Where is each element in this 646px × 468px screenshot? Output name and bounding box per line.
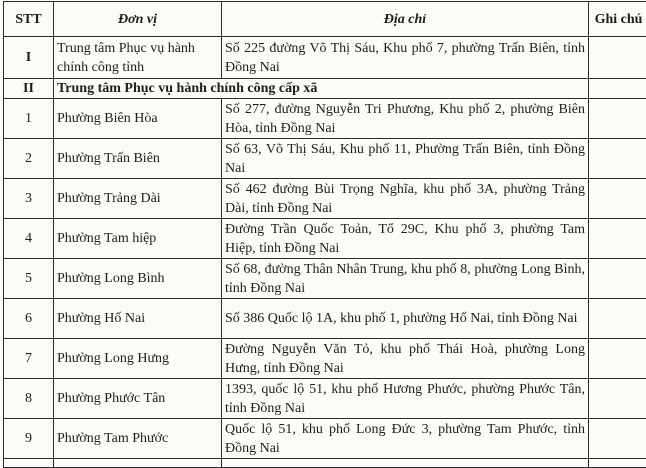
row-stt: 2 bbox=[4, 139, 54, 179]
partial-cell bbox=[222, 459, 589, 468]
table-row bbox=[4, 339, 646, 379]
table-row bbox=[4, 219, 646, 259]
row-note bbox=[589, 99, 646, 139]
row-stt: 7 bbox=[4, 339, 54, 379]
row-unit: Phường Biên Hòa bbox=[54, 99, 222, 139]
row-stt: 4 bbox=[4, 219, 54, 259]
partial-cell bbox=[589, 459, 646, 468]
header-row bbox=[4, 2, 646, 37]
table-row bbox=[4, 299, 646, 339]
header-note: Ghi chú bbox=[589, 2, 646, 37]
table-row bbox=[4, 419, 646, 459]
table-row bbox=[4, 37, 646, 79]
row-address: Số 225 đường Võ Thị Sáu, Khu phố 7, phường Trấn Biên, tỉnh Đồng Nai bbox=[222, 37, 589, 79]
row-note bbox=[589, 139, 646, 179]
row-address: Số 63, Võ Thị Sáu, Khu phố 11, Phường Trấn Biên, tỉnh Đồng Nai bbox=[222, 139, 589, 179]
row-unit: Phường Trảng Dài bbox=[54, 179, 222, 219]
row-note bbox=[589, 259, 646, 299]
section-note bbox=[589, 79, 646, 99]
row-note bbox=[589, 179, 646, 219]
row-stt: 6 bbox=[4, 299, 54, 339]
row-unit: Phường Long Hưng bbox=[54, 339, 222, 379]
row-stt: 3 bbox=[4, 179, 54, 219]
partial-cell bbox=[54, 459, 222, 468]
partial-cell bbox=[4, 459, 54, 468]
row-note bbox=[589, 299, 646, 339]
row-address: Đường Nguyễn Văn Tỏ, khu phố Thái Hoà, phường Long Hưng, tỉnh Đồng Nai bbox=[222, 339, 589, 379]
row-address: Quốc lộ 51, khu phố Long Đức 3, phường Tam Phước, tỉnh Đồng Nai bbox=[222, 419, 589, 459]
table-row bbox=[4, 99, 646, 139]
section-stt: II bbox=[4, 79, 54, 99]
row-stt: 9 bbox=[4, 419, 54, 459]
header-address: Địa chỉ bbox=[222, 2, 589, 37]
row-note bbox=[589, 37, 646, 79]
row-note bbox=[589, 219, 646, 259]
row-unit: Phường Long Bình bbox=[54, 259, 222, 299]
row-unit: Phường Trấn Biên bbox=[54, 139, 222, 179]
header-unit: Đơn vị bbox=[54, 2, 222, 37]
row-address: Số 68, đường Thân Nhân Trung, khu phố 8, phường Long Bình, tỉnh Đồng Nai bbox=[222, 259, 589, 299]
row-stt: I bbox=[4, 37, 54, 79]
row-address: Đường Trần Quốc Toản, Tổ 29C, Khu phố 3, phường Tam Hiệp, tỉnh Đồng Nai bbox=[222, 219, 589, 259]
row-stt: 1 bbox=[4, 99, 54, 139]
row-unit: Trung tâm Phục vụ hành chính công tỉnh bbox=[54, 37, 222, 79]
table-body bbox=[4, 37, 646, 468]
row-address: 1393, quốc lộ 51, khu phố Hương Phước, phường Phước Tân, tỉnh Đồng Nai bbox=[222, 379, 589, 419]
row-stt: 8 bbox=[4, 379, 54, 419]
table-row-partial bbox=[4, 459, 646, 468]
row-address: Số 277, đường Nguyễn Tri Phương, Khu phố 2, phường Biên Hòa, tỉnh Đồng Nai bbox=[222, 99, 589, 139]
section-title: Trung tâm Phục vụ hành chính công cấp xã bbox=[54, 79, 589, 99]
office-address-table bbox=[3, 1, 646, 468]
row-address: Số 462 đường Bùi Trọng Nghĩa, khu phố 3A, phường Trảng Dài, tỉnh Đồng Nai bbox=[222, 179, 589, 219]
row-unit: Phường Tam hiệp bbox=[54, 219, 222, 259]
table-row bbox=[4, 379, 646, 419]
row-unit: Phường Hố Nai bbox=[54, 299, 222, 339]
section-row bbox=[4, 79, 646, 99]
row-stt: 5 bbox=[4, 259, 54, 299]
row-unit: Phường Phước Tân bbox=[54, 379, 222, 419]
row-unit: Phường Tam Phước bbox=[54, 419, 222, 459]
table-row bbox=[4, 139, 646, 179]
row-note bbox=[589, 339, 646, 379]
header-stt: STT bbox=[4, 2, 54, 37]
row-address: Số 386 Quốc lộ 1A, khu phố 1, phường Hố Nai, tỉnh Đồng Nai bbox=[222, 299, 589, 339]
row-note bbox=[589, 419, 646, 459]
table-row bbox=[4, 179, 646, 219]
table-row bbox=[4, 259, 646, 299]
row-note bbox=[589, 379, 646, 419]
